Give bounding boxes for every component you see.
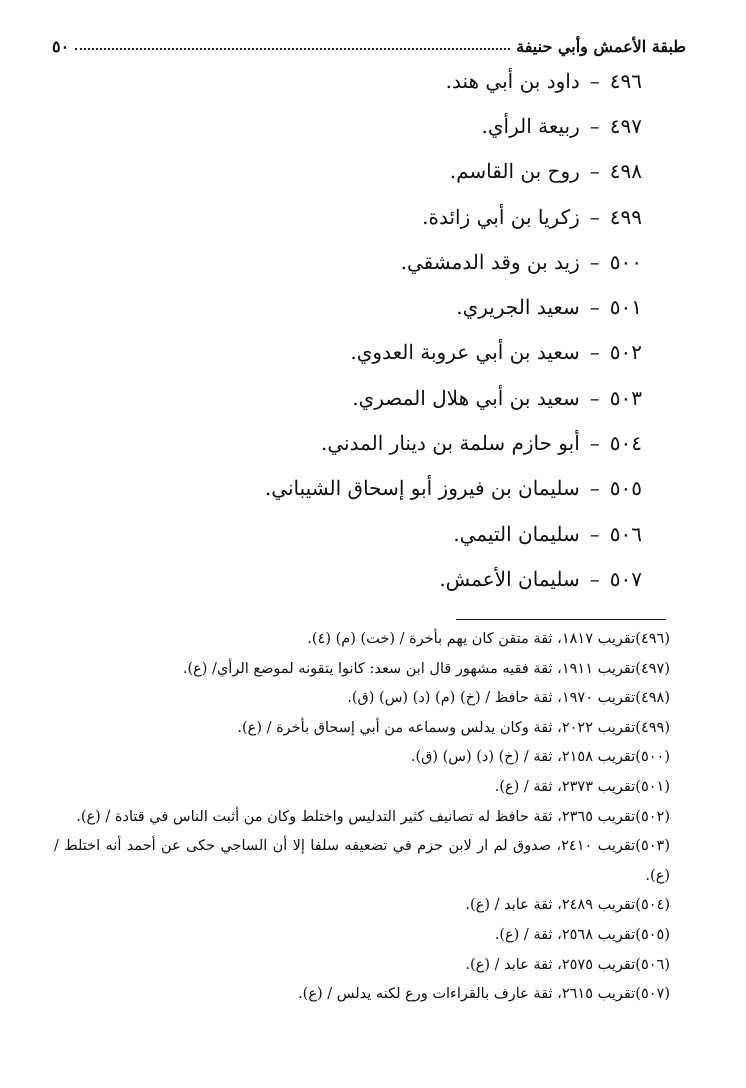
footnote-ref: (٤٩٩) — [635, 719, 670, 736]
footnote-text: تقريب ١٩١١، ثقة فقيه مشهور قال ابن سعد: كانوا يتقونه لموضع الرأي/ (ع). — [182, 660, 636, 677]
entry-name: زكريا بن أبي زائدة. — [422, 204, 580, 229]
footnote-text: تقريب ٢٣٧٣، ثقة / (ع). — [494, 778, 636, 795]
footnote — [54, 921, 670, 951]
entry-name: سعيد الجريري. — [456, 295, 580, 320]
footnote-text: تقريب ١٩٧٠، ثقة حافظ / (خ) (م) (د) (س) (ق). — [347, 690, 636, 707]
entry-number: ٤٩٩ — [609, 204, 642, 229]
footnote — [54, 773, 670, 803]
footnote — [54, 980, 670, 1010]
footnote-text: تقريب ٢٤٨٩، ثقة عابد / (ع). — [465, 897, 636, 914]
footnote-ref: (٥٠٥) — [635, 926, 670, 943]
entry-name: سليمان بن فيروز أبو إسحاق الشيباني. — [264, 476, 580, 501]
entry-number: ٥٠٥ — [609, 476, 642, 501]
footnote-ref: (٥٠٠) — [635, 749, 670, 766]
narrator-entry: ٥٠٣ – سعيد بن أبي هلال المصري. — [352, 385, 642, 410]
entry-name: داود بن أبي هند. — [445, 68, 580, 93]
entry-number: ٥٠٤ — [609, 431, 642, 456]
entry-number: ٥٠٢ — [609, 340, 642, 365]
entry-number: ٥٠٦ — [609, 521, 642, 546]
footnote — [54, 743, 670, 773]
entry-number: ٥٠٧ — [609, 566, 642, 591]
footnote — [54, 714, 670, 744]
footnote — [54, 803, 670, 833]
footnote — [54, 832, 670, 891]
narrator-entry: ٤٩٩ – زكريا بن أبي زائدة. — [422, 204, 642, 229]
entry-number: ٤٩٧ — [609, 113, 642, 138]
entry-name: سليمان التيمي. — [453, 521, 580, 546]
narrator-entry: ٥٠٤ – أبو حازم سلمة بن دينار المدني. — [321, 431, 642, 456]
narrator-entry: ٥٠٥ – سليمان بن فيروز أبو إسحاق الشيباني. — [264, 476, 642, 501]
entry-name: سعيد بن أبي هلال المصري. — [352, 385, 580, 410]
footnote — [54, 951, 670, 981]
entry-number: ٤٩٨ — [609, 159, 642, 184]
footnote — [54, 655, 670, 685]
footnote-ref: (٤٩٨) — [635, 690, 670, 707]
footnote-text: تقريب ٢٥٧٥، ثقة عابد / (ع). — [465, 956, 636, 973]
entry-name: روح بن القاسم. — [449, 159, 580, 184]
narrator-entry: ٥٠٢ – سعيد بن أبي عروبة العدوي. — [350, 340, 642, 365]
footnote-ref: (٥٠٦) — [635, 956, 670, 973]
footnote-ref: (٥٠٢) — [635, 808, 670, 825]
page-header — [52, 34, 686, 58]
footnote-text: تقريب ٢١٥٨، ثقة / (خ) (د) (س) (ق). — [410, 749, 636, 766]
footnote — [54, 625, 670, 655]
narrator-list — [60, 58, 642, 602]
narrator-entry: ٤٩٦ – داود بن أبي هند. — [445, 68, 642, 93]
footnote-text: تقريب ٢٤١٠، صدوق لم ار لابن حزم في تضعيفه سلفا إلا أن الساجي حكى عن أحمد أنه اختلط / (ع). — [54, 838, 670, 884]
dotted-leader — [75, 48, 510, 50]
footnotes — [54, 625, 670, 1010]
footnote-ref: (٥٠٤) — [635, 897, 670, 914]
running-title: طبقة الأعمش وأبي حنيفة — [516, 36, 686, 56]
footnote-ref: (٥٠١) — [635, 778, 670, 795]
footnote-ref: (٤٩٧) — [635, 660, 670, 677]
entry-number: ٥٠٠ — [609, 249, 642, 274]
footnote-text: تقريب ٢٦١٥، ثقة عارف بالقراءات ورع لكنه يدلس / (ع). — [298, 986, 636, 1003]
footnote-ref: (٥٠٧) — [635, 986, 670, 1003]
footnote-text: تقريب ٢٣٦٥، ثقة حافظ له تصانيف كثير التدليس واختلط وكان من أثبت الناس في قتادة / (ع). — [76, 808, 636, 825]
entry-name: سعيد بن أبي عروبة العدوي. — [350, 340, 580, 365]
narrator-entry: ٥٠٠ – زيد بن وقد الدمشقي. — [400, 249, 642, 274]
narrator-entry: ٥٠٧ – سليمان الأعمش. — [439, 566, 642, 591]
narrator-entry: ٤٩٧ – ربيعة الرأي. — [481, 113, 642, 138]
footnote-text: تقريب ١٨١٧، ثقة متقن كان يهم بأخرة / (خت) (م) (٤). — [307, 631, 636, 647]
entry-name: أبو حازم سلمة بن دينار المدني. — [321, 431, 580, 456]
footnote-text: تقريب ٢٥٦٨، ثقة / (ع). — [494, 926, 636, 943]
entry-number: ٤٩٦ — [609, 68, 642, 93]
page-number: ٥٠ — [52, 36, 70, 56]
narrator-entry: ٥٠١ – سعيد الجريري. — [456, 295, 642, 320]
footnote — [54, 684, 670, 714]
footnote-ref: (٤٩٦) — [635, 631, 670, 647]
narrator-entry: ٥٠٦ – سليمان التيمي. — [453, 521, 642, 546]
entry-name: زيد بن وقد الدمشقي. — [400, 249, 580, 274]
footnote-text: تقريب ٢٠٢٢، ثقة وكان يدلس وسماعه من أبي إسحاق بأخرة / (ع). — [237, 719, 636, 736]
entry-number: ٥٠١ — [609, 295, 642, 320]
entry-number: ٥٠٣ — [609, 385, 642, 410]
footnote-divider — [456, 619, 666, 620]
footnote — [54, 891, 670, 921]
footnote-ref: (٥٠٣) — [635, 838, 670, 855]
entry-name: ربيعة الرأي. — [481, 113, 580, 138]
narrator-entry: ٤٩٨ – روح بن القاسم. — [449, 159, 642, 184]
entry-name: سليمان الأعمش. — [439, 566, 580, 591]
